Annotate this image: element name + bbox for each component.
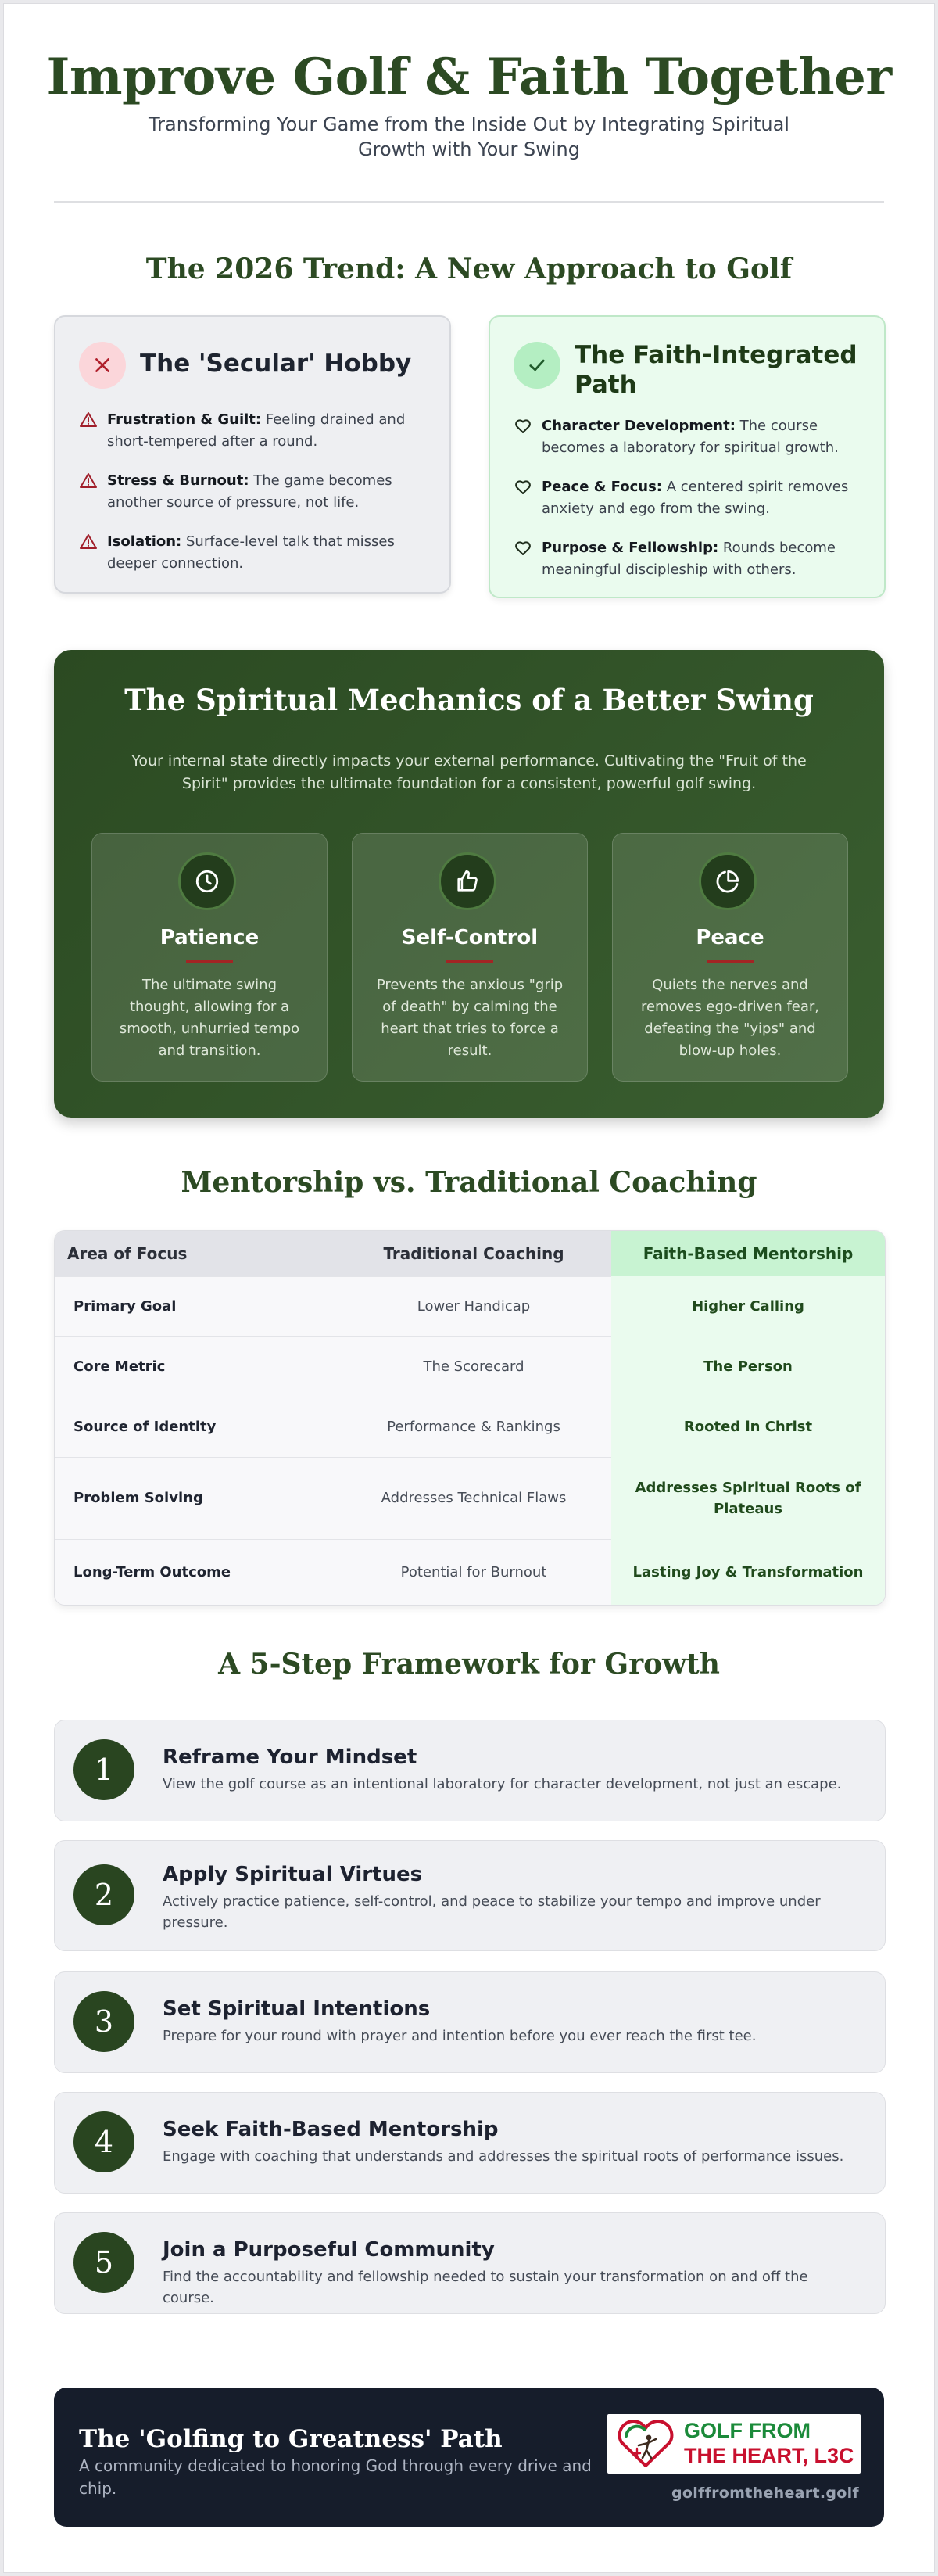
- faith-list: [514, 415, 865, 598]
- table-cell: Long-Term Outcome: [73, 1563, 231, 1580]
- step-title: Apply Spiritual Virtues: [163, 1863, 423, 1886]
- list-item-text: Feeling drained and short-tempered after a round.: [107, 411, 406, 450]
- table-row: [55, 1336, 885, 1397]
- table-header-row: [55, 1231, 885, 1277]
- trend-heading: The 2026 Trend: A New Approach to Golf: [145, 253, 793, 285]
- warning-icon: [79, 533, 98, 551]
- table-cell: Primary Goal: [73, 1298, 177, 1315]
- step-title: Join a Purposeful Community: [163, 2238, 495, 2262]
- step-description: Find the accountability and fellowship needed to sustain your transformation on and off the course.: [163, 2269, 808, 2306]
- list-item-label: Isolation:: [107, 533, 182, 550]
- step-description: Engage with coaching that understands and addresses the spiritual roots of performance issues.: [163, 2148, 844, 2165]
- list-item: [79, 409, 431, 453]
- table-cell: Lasting Joy & Transformation: [611, 1539, 885, 1605]
- secular-card-title: The 'Secular' Hobby: [140, 350, 412, 378]
- step-description: Prepare for your round with prayer and intention before you ever reach the first tee.: [163, 2028, 757, 2044]
- list-item-text: Surface-level talk that misses deeper connection.: [107, 533, 395, 572]
- virtue-name: Peace: [696, 926, 764, 949]
- step-card: [54, 2212, 886, 2314]
- step-card: [54, 1971, 886, 2073]
- logo-line-1: GOLF FROM: [684, 2419, 811, 2442]
- warning-icon: [79, 472, 98, 490]
- table-cell: Performance & Rankings: [387, 1419, 560, 1435]
- virtue-underline: [186, 960, 233, 963]
- table-cell: Lower Handicap: [417, 1298, 531, 1315]
- warning-icon: [79, 411, 98, 429]
- step-card: [54, 1840, 886, 1951]
- list-item-label: Character Development:: [542, 418, 736, 434]
- pie-chart-icon: [699, 852, 757, 910]
- table-cell: Problem Solving: [73, 1490, 203, 1506]
- table-cell: The Scorecard: [423, 1358, 524, 1375]
- list-item-label: Purpose & Fellowship:: [542, 540, 719, 556]
- list-item-label: Peace & Focus:: [542, 479, 662, 495]
- faith-path-card: [489, 315, 886, 598]
- list-item-text: A centered spirit removes anxiety and ego from the swing.: [542, 479, 849, 517]
- virtue-description: The ultimate swing thought, allowing for a smooth, unhurried tempo and transition.: [119, 977, 300, 1059]
- step-description: View the golf course as an intentional laboratory for character development, not just an escape.: [163, 1776, 842, 1792]
- list-item-text: The course becomes a laboratory for spiritual growth.: [542, 418, 839, 456]
- step-number: 4: [73, 2111, 134, 2172]
- list-item-text: The game becomes another source of pressure, not life.: [107, 472, 392, 511]
- thumbs-up-icon: [439, 852, 496, 910]
- step-title: Seek Faith-Based Mentorship: [163, 2118, 499, 2141]
- clock-icon: [178, 852, 236, 910]
- table-cell: Addresses Spiritual Roots of Plateaus: [611, 1457, 885, 1539]
- check-icon: [514, 342, 560, 389]
- comparison-table: [54, 1230, 886, 1606]
- step-card: [54, 1720, 886, 1821]
- list-item: [514, 537, 865, 581]
- virtue-description: Quiets the nerves and removes ego-driven fear, defeating the "yips" and blow-up holes.: [640, 977, 820, 1059]
- x-icon: [79, 342, 126, 389]
- column-header: Faith-Based Mentorship: [611, 1231, 885, 1276]
- virtue-underline: [707, 960, 754, 963]
- table-row: [55, 1276, 885, 1337]
- virtue-card-patience: [91, 833, 328, 1082]
- table-cell: Source of Identity: [73, 1419, 217, 1435]
- spiritual-mechanics-panel: [54, 650, 884, 1118]
- mechanics-description: Your internal state directly impacts your external performance. Cultivating the "Fruit of the Spirit" provides the ultimate foundation for a consistent, powerful golf swing.: [131, 752, 807, 792]
- footer-website-link[interactable]: golffromtheheart.golf: [671, 2485, 859, 2502]
- mechanics-title: The Spiritual Mechanics of a Better Swing: [124, 683, 814, 717]
- table-cell: Potential for Burnout: [400, 1563, 547, 1580]
- virtue-card-self-control: [352, 833, 588, 1082]
- virtue-name: Patience: [159, 926, 260, 949]
- golf-from-the-heart-logo: [607, 2414, 861, 2474]
- table-row: [55, 1539, 885, 1605]
- step-title: Reframe Your Mindset: [163, 1745, 417, 1769]
- heart-icon: [514, 539, 532, 558]
- framework-heading: A 5-Step Framework for Growth: [218, 1648, 720, 1681]
- footer-title: The 'Golfing to Greatness' Path: [79, 2425, 503, 2453]
- virtue-name: Self-Control: [401, 926, 539, 949]
- page-subtitle: Transforming Your Game from the Inside Out by Integrating Spiritual Growth with Your Swing: [149, 113, 789, 160]
- table-cell: Rooted in Christ: [611, 1397, 885, 1457]
- virtue-underline: [446, 960, 493, 963]
- footer-banner: [54, 2388, 884, 2527]
- header-divider: [54, 201, 884, 203]
- table-cell: Core Metric: [73, 1358, 166, 1375]
- list-item: [79, 531, 431, 575]
- virtue-card-peace: [612, 833, 848, 1082]
- faith-card-title: The Faith-Integrated Path: [575, 341, 857, 399]
- step-number: 2: [73, 1864, 134, 1925]
- comparison-heading: Mentorship vs. Traditional Coaching: [181, 1166, 757, 1199]
- column-header: Traditional Coaching: [383, 1244, 564, 1263]
- step-card: [54, 2092, 886, 2194]
- logo-line-2: THE HEART, L3C: [684, 2444, 854, 2467]
- list-item: [514, 415, 865, 459]
- heart-icon: [514, 417, 532, 436]
- list-item-text: Rounds become meaningful discipleship with others.: [542, 540, 836, 578]
- secular-hobby-card: [54, 315, 451, 594]
- infographic-page: [3, 3, 935, 2573]
- step-number: 1: [73, 1739, 134, 1800]
- heart-golfer-icon: [615, 2419, 676, 2469]
- step-number: 5: [73, 2232, 134, 2293]
- list-item-label: Frustration & Guilt:: [107, 411, 262, 428]
- table-row: [55, 1397, 885, 1458]
- table-row: [55, 1457, 885, 1540]
- secular-list: [79, 409, 431, 592]
- list-item-label: Stress & Burnout:: [107, 472, 249, 489]
- footer-description: A community dedicated to honoring God through every drive and chip.: [79, 2456, 592, 2498]
- table-cell: Addresses Technical Flaws: [381, 1490, 567, 1506]
- step-number: 3: [73, 1991, 134, 2052]
- heart-icon: [514, 478, 532, 497]
- list-item: [514, 476, 865, 520]
- step-title: Set Spiritual Intentions: [163, 1997, 431, 2021]
- table-cell: Higher Calling: [611, 1276, 885, 1336]
- page-title: Improve Golf & Faith Together: [46, 48, 892, 106]
- table-cell: The Person: [611, 1336, 885, 1397]
- list-item: [79, 470, 431, 514]
- step-description: Actively practice patience, self-control, and peace to stabilize your tempo and improve under pressure.: [163, 1893, 821, 1931]
- column-header: Area of Focus: [67, 1244, 188, 1263]
- virtue-description: Prevents the anxious "grip of death" by calming the heart that tries to force a result.: [376, 977, 564, 1059]
